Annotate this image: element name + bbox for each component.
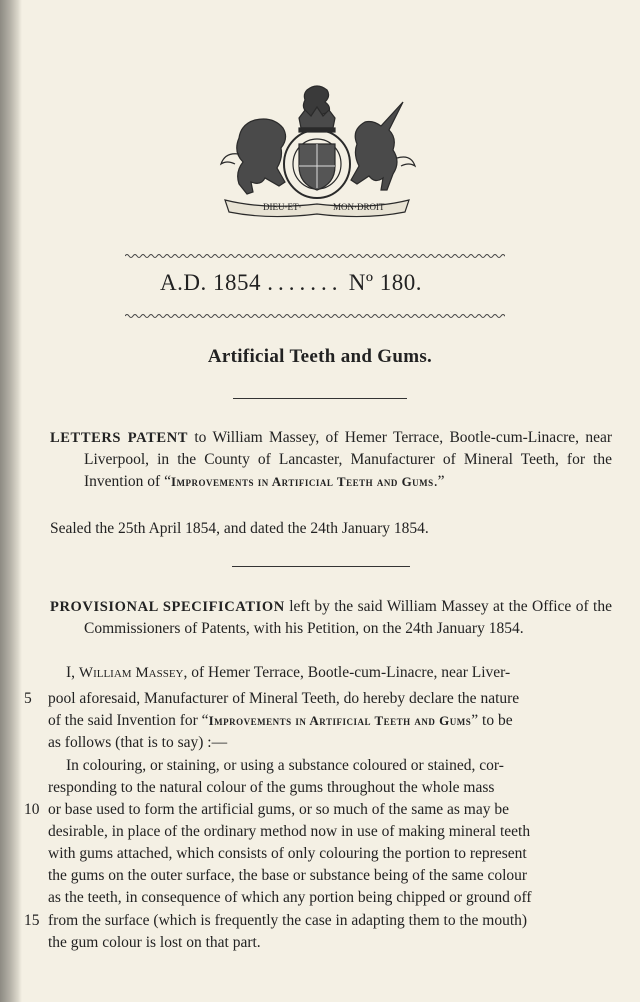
wavy-rule-top <box>125 252 505 260</box>
body-line-1b: , of Hemer Terrace, Bootle-cum-Linacre, near Liver- <box>183 664 511 681</box>
letters-patent-lead: LETTERS PATENT <box>50 430 189 446</box>
seal-motto-right: MON·DROIT <box>333 202 385 212</box>
body-line-8: desirable, in place of the ordinary method now in use of making mineral teeth <box>48 823 531 840</box>
section-rule <box>232 566 410 567</box>
sealed-line: Sealed the 25th April 1854, and dated the 24th January 1854. <box>50 520 429 537</box>
body-line-1-name: William Massey <box>78 665 184 681</box>
letters-patent-text2: .” <box>433 472 445 490</box>
line-number-10: 10 <box>24 801 40 818</box>
provisional-lead: PROVISIONAL SPECIFICATION <box>50 599 285 615</box>
patent-number: Nº 180. <box>348 270 422 295</box>
body-line-5: In colouring, or staining, or using a substance coloured or stained, cor- <box>66 757 504 774</box>
body-line-1 <box>66 664 510 682</box>
patent-number-line <box>160 270 422 296</box>
line-number-15: 15 <box>24 912 40 929</box>
letters-patent-paragraph <box>50 427 612 492</box>
body-line-1a: I, <box>66 664 79 681</box>
body-line-11: as the teeth, in consequence of which any portion being chipped or ground off <box>48 889 532 906</box>
letters-patent-invention: Improvements in Artificial Teeth and Gums <box>170 473 434 489</box>
body-line-9: with gums attached, which consists of only colouring the portion to represent <box>48 845 527 862</box>
body-line-10: the gums on the outer surface, the base or substance being of the same colour <box>48 867 528 884</box>
line-number-5: 5 <box>24 690 32 707</box>
body-line-12: from the surface (which is frequently the case in adapting them to the mouth) <box>48 912 528 929</box>
body-line-3-invention: Improvements in Artificial Teeth and Gums <box>208 713 472 728</box>
provisional-paragraph <box>50 596 612 640</box>
body-line-6: responding to the natural colour of the gums throughout the whole mass <box>48 779 495 796</box>
leader-dots: ....... <box>267 270 343 295</box>
seal-motto-left: DIEU·ET· <box>263 202 302 212</box>
wavy-rule-bottom <box>125 312 505 320</box>
page-edge <box>0 0 22 1002</box>
body-line-4: as follows (that is to say) :— <box>48 734 228 751</box>
provisional-text: left by the said William Massey at the Office of the Commissioners of Patents, with his Petition, on the 24th January 1854. <box>84 598 612 638</box>
body-line-3b: ” to be <box>471 712 513 729</box>
document-title: Artificial Teeth and Gums. <box>207 346 433 367</box>
body-line-3 <box>48 712 513 730</box>
body-line-2: pool aforesaid, Manufacturer of Mineral Teeth, do hereby declare the nature <box>48 690 520 707</box>
title-rule <box>233 398 407 399</box>
letters-patent-text1: to William Massey, of Hemer Terrace, Bootle-cum-Linacre, near Liverpool, in the County of Lancaster, Manufacturer of Mineral Teeth, for the Invention of “ <box>84 429 612 490</box>
royal-coat-of-arms <box>215 82 420 222</box>
body-line-13: the gum colour is lost on that part. <box>48 934 261 951</box>
body-line-7: or base used to form the artificial gums, or so much of the same as may be <box>48 801 509 818</box>
body-line-3a: of the said Invention for “ <box>48 712 209 729</box>
patent-year: A.D. 1854 <box>160 270 261 295</box>
